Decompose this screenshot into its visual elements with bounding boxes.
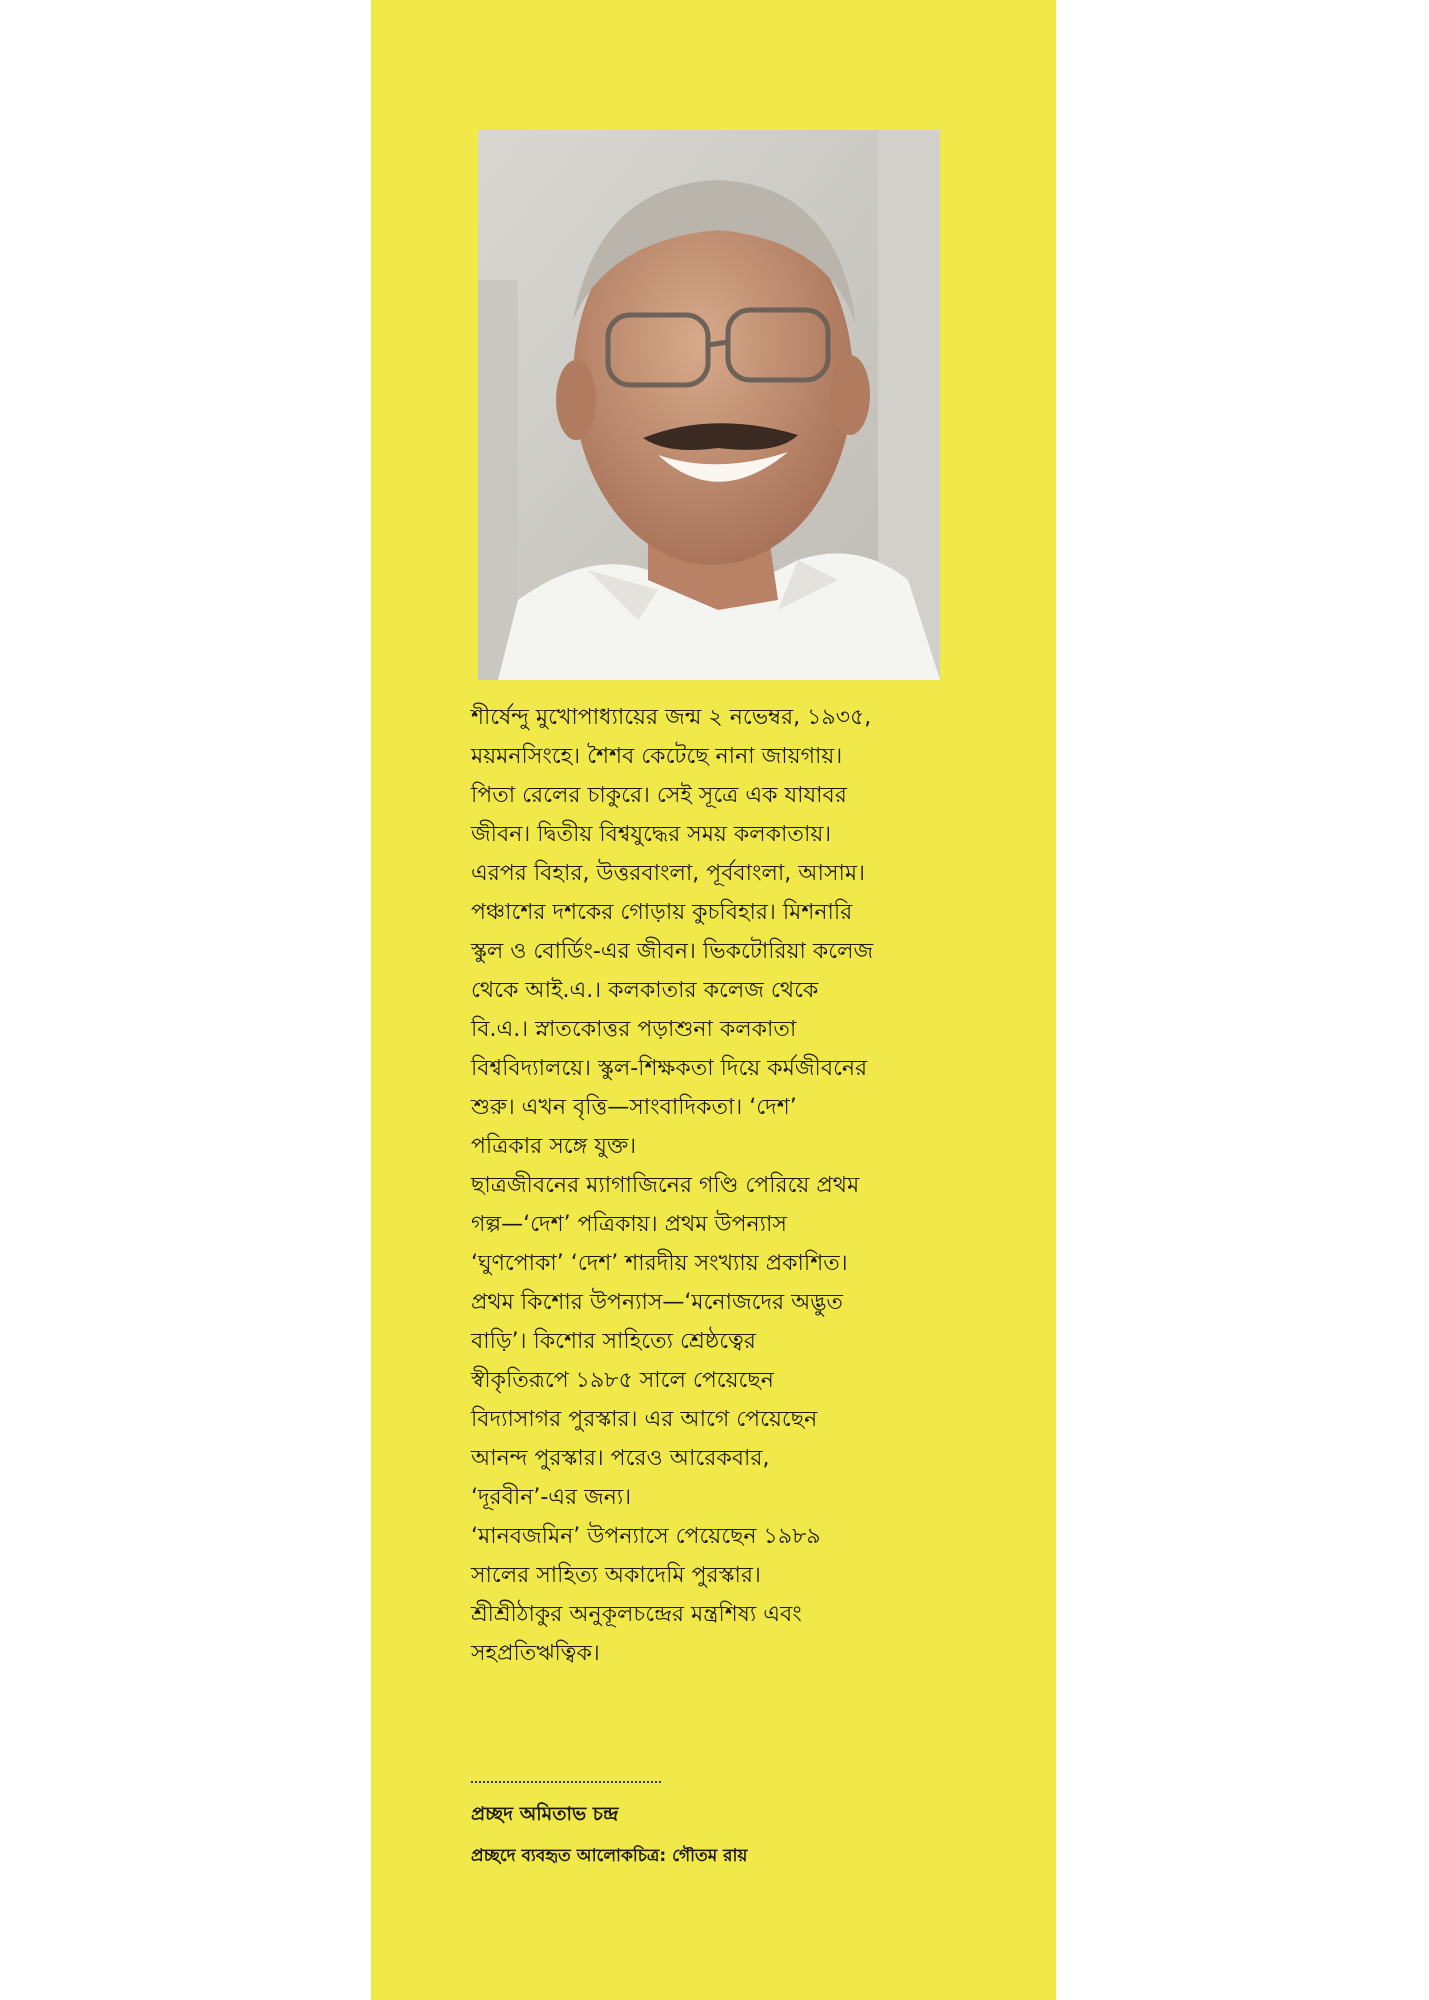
bio-line: ‘দূরবীন’-এর জন্য। — [471, 1485, 632, 1510]
bio-line: প্রথম কিশোর উপন্যাস—‘মনোজদের অদ্ভুত — [471, 1290, 843, 1315]
bio-line: থেকে আই.এ.। কলকাতার কলেজ থেকে — [471, 978, 819, 1003]
bio-line: জীবন। দ্বিতীয় বিশ্বযুদ্ধের সময় কলকাতায়। — [471, 822, 832, 847]
bio-line: শ্রীশ্রীঠাকুর অনুকূলচন্দ্রের মন্ত্রশিষ্য এবং — [471, 1602, 802, 1627]
cover-photo-credit: প্রচ্ছদে ব্যবহৃত আলোকচিত্র: গৌতম রায় — [471, 1846, 748, 1866]
bio-line: এরপর বিহার, উত্তরবাংলা, পূর্ববাংলা, আসাম। — [471, 861, 865, 886]
bio-line: বি.এ.। স্নাতকোত্তর পড়াশুনা কলকাতা — [471, 1017, 797, 1042]
bio-line: গল্প—‘দেশ’ পত্রিকায়। প্রথম উপন্যাস — [471, 1212, 787, 1237]
bio-line: বিদ্যাসাগর পুরস্কার। এর আগে পেয়েছেন — [471, 1407, 818, 1432]
bio-line: বাড়ি’। কিশোর সাহিত্যে শ্রেষ্ঠত্বের — [471, 1329, 756, 1354]
bio-line: পত্রিকার সঙ্গে যুক্ত। — [471, 1134, 637, 1159]
author-photo — [478, 130, 940, 680]
bio-line: স্বীকৃতিরূপে ১৯৮৫ সালে পেয়েছেন — [471, 1368, 774, 1393]
bio-line: শুরু। এখন বৃত্তি—সাংবাদিকতা। ‘দেশ’ — [471, 1095, 797, 1120]
bio-line: সহপ্রতিঋত্বিক। — [471, 1641, 600, 1666]
cover-design-credit: প্রচ্ছদ অমিতাভ চন্দ্র — [471, 1803, 619, 1825]
bio-line: সালের সাহিত্য অকাদেমি পুরস্কার। — [471, 1563, 761, 1588]
bio-line: ময়মনসিংহে। শৈশব কেটেছে নানা জায়গায়। — [471, 744, 843, 769]
dotted-divider — [471, 1781, 661, 1783]
bio-line: স্কুল ও বোর্ডিং-এর জীবন। ভিকটোরিয়া কলেজ — [471, 939, 874, 964]
bio-line: ‘মানবজমিন’ উপন্যাসে পেয়েছেন ১৯৮৯ — [471, 1524, 821, 1549]
author-biography — [471, 698, 976, 1673]
bio-line: আনন্দ পুরস্কার। পরেও আরেকবার, — [471, 1446, 770, 1471]
author-portrait-image — [478, 130, 940, 680]
bio-line: ‘ঘুণপোকা’ ‘দেশ’ শারদীয় সংখ্যায় প্রকাশিত। — [471, 1251, 848, 1276]
bio-line: বিশ্ববিদ্যালয়ে। স্কুল-শিক্ষকতা দিয়ে কর্মজীবনের — [471, 1056, 868, 1081]
bio-line: পিতা রেলের চাকুরে। সেই সূত্রে এক যাযাবর — [471, 783, 847, 808]
bio-line: পঞ্চাশের দশকের গোড়ায় কুচবিহার। মিশনারি — [471, 900, 853, 925]
bio-line: শীর্ষেন্দু মুখোপাধ্যায়ের জন্ম ২ নভেম্বর, ১৯৩৫, — [471, 705, 872, 730]
bio-line: ছাত্রজীবনের ম্যাগাজিনের গণ্ডি পেরিয়ে প্রথম — [471, 1173, 860, 1198]
